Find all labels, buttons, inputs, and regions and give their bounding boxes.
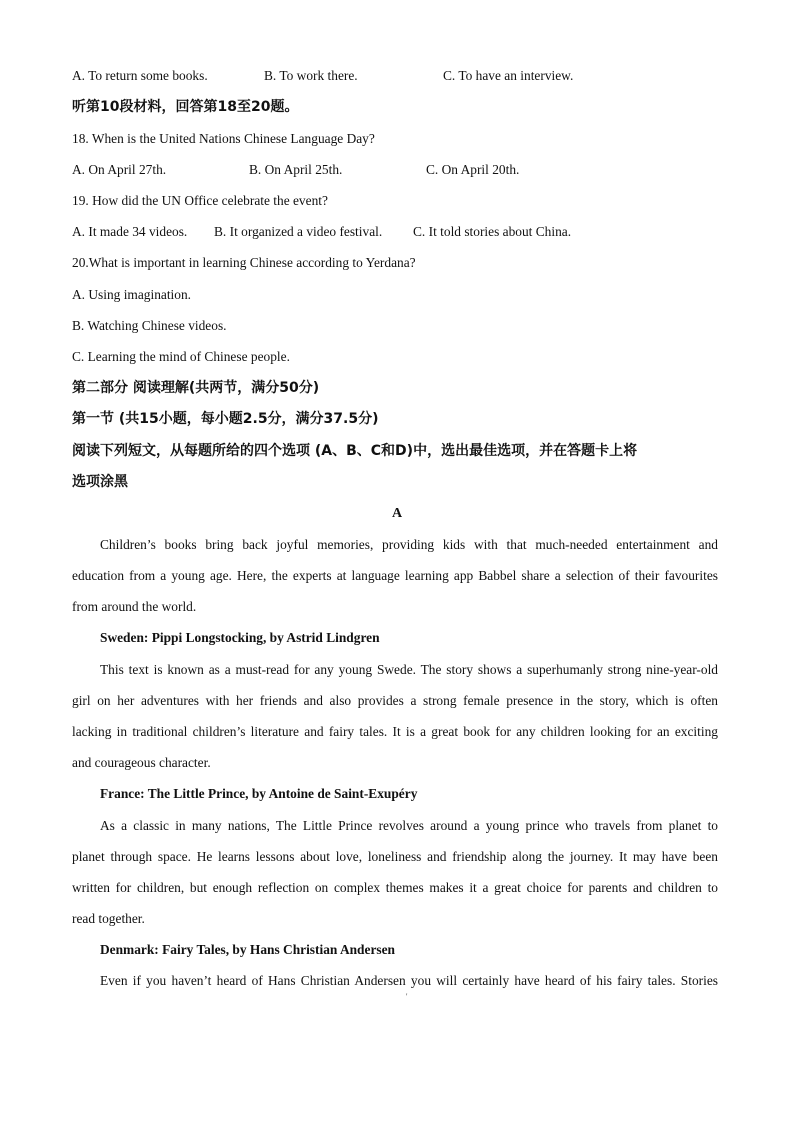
q17-option-c: C. To have an interview. — [443, 68, 574, 83]
section1-title: 第一节 (共15小题，每小题2.5分，满分37.5分) — [72, 411, 379, 427]
intro-line-1: Children’s books bring back joyful memories, providing kids with that much-needed entertainment and — [100, 537, 718, 552]
instructions-line-2: 选项涂黑 — [72, 474, 128, 490]
sweden-line-3: lacking in traditional children’s literature and fairy tales. It is a great book for any children looking for an exciting — [72, 724, 718, 739]
section10-instruction: 听第10段材料，回答第18至20题。 — [72, 99, 299, 115]
q20-stem: 20.What is important in learning Chinese according to Yerdana? — [72, 255, 416, 270]
page-mark: ' — [406, 992, 408, 1001]
q19-option-c: C. It told stories about China. — [413, 224, 572, 239]
q19-option-b: B. It organized a video festival. — [214, 224, 383, 239]
france-line-4: read together. — [72, 911, 145, 926]
france-line-3: written for children, but enough reflection on complex themes makes it a great choice for parents and children to — [72, 880, 718, 895]
q18-option-c: C. On April 20th. — [426, 162, 520, 177]
france-line-1: As a classic in many nations, The Little Prince revolves around a young prince who travels from planet to — [100, 818, 718, 833]
sweden-line-1: This text is known as a must-read for any young Swede. The story shows a superhumanly strong nine-year-old — [100, 662, 718, 677]
q20-option-c: C. Learning the mind of Chinese people. — [72, 349, 290, 364]
q17-option-b: B. To work there. — [264, 68, 358, 83]
q18-stem: 18. When is the United Nations Chinese Language Day? — [72, 131, 375, 146]
denmark-heading: Denmark: Fairy Tales, by Hans Christian Andersen — [100, 942, 395, 957]
france-heading: France: The Little Prince, by Antoine de Saint-Exupéry — [100, 786, 418, 801]
q19-stem: 19. How did the UN Office celebrate the event? — [72, 193, 328, 208]
passage-label: A — [391, 506, 403, 521]
q17-option-a: A. To return some books. — [72, 68, 208, 83]
q20-option-b: B. Watching Chinese videos. — [72, 318, 227, 333]
france-line-2: planet through space. He learns lessons about love, loneliness and friendship along the journey. It may have been — [72, 849, 718, 864]
instructions-line-1: 阅读下列短文，从每题所给的四个选项 (A、B、C和D)中，选出最佳选项，并在答题卡上将 — [72, 443, 638, 459]
denmark-line-1: Even if you haven’t heard of Hans Christian Andersen you will certainly have heard of his fairy tales. Stories — [100, 973, 718, 988]
intro-line-2: education from a young age. Here, the experts at language learning app Babbel share a selection of their favourites — [72, 568, 718, 583]
sweden-line-4: and courageous character. — [72, 755, 211, 770]
sweden-line-2: girl on her adventures with her friends and also provides a strong female presence in the story, which is often — [72, 693, 718, 708]
q18-option-a: A. On April 27th. — [72, 162, 167, 177]
intro-line-3: from around the world. — [72, 599, 197, 614]
q18-option-b: B. On April 25th. — [249, 162, 343, 177]
q20-option-a: A. Using imagination. — [72, 287, 192, 302]
q19-option-a: A. It made 34 videos. — [72, 224, 188, 239]
part2-title: 第二部分 阅读理解(共两节，满分50分) — [72, 380, 320, 396]
sweden-heading: Sweden: Pippi Longstocking, by Astrid Lindgren — [100, 630, 380, 645]
